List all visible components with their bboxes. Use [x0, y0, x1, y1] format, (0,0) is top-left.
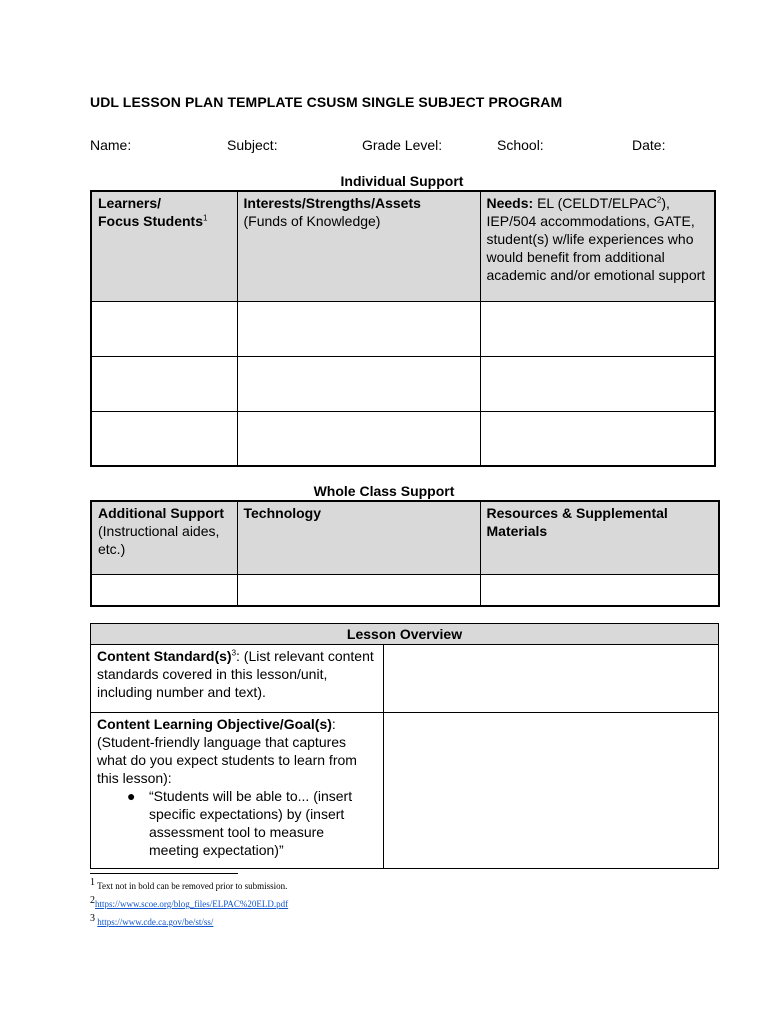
lesson-overview-caption: Lesson Overview [91, 624, 719, 645]
learners-header: Learners/ Focus Students$^1$ [91, 191, 237, 301]
technology-header: Technology [237, 501, 480, 574]
empty-cell[interactable] [480, 411, 715, 466]
individual-support-table [90, 190, 716, 467]
empty-cell[interactable] [237, 574, 480, 606]
grade-level-label: Grade Level: [362, 137, 443, 153]
learning-objective-cell: Content Learning Objective/Goal(s): (Student-friendly language that captures what do you expect students to learn from this lesson): ● “Students will be able to... (insert specific expectations) by (insert assessment tool to measure meeting expectation)” [91, 713, 384, 869]
footnote-2-link[interactable]: https://www.scoe.org/blog_files/ELPAC%20ELD.pdf [95, 899, 289, 909]
empty-cell[interactable] [91, 356, 237, 411]
content-standards-cell: Content $Standard(s)^3$: (List relevant content standards covered in this lesson/unit, including number and text). [91, 645, 384, 713]
table-row [91, 356, 715, 411]
footnote-3-link[interactable]: https://www.cde.ca.gov/be/st/ss/ [97, 917, 214, 927]
empty-cell[interactable] [237, 411, 480, 466]
empty-cell[interactable] [91, 301, 237, 356]
empty-cell[interactable] [237, 301, 480, 356]
empty-cell[interactable] [91, 574, 237, 606]
empty-cell[interactable] [237, 356, 480, 411]
content-standards-input[interactable] [384, 645, 719, 713]
footnote-1: 1 Text not in bold can be removed prior to submission. [90, 877, 288, 891]
whole-class-table [90, 500, 720, 607]
table-row [91, 301, 715, 356]
name-label: Name: [90, 137, 132, 153]
empty-cell[interactable] [480, 301, 715, 356]
additional-support-header: Additional Support (Instructional aides, etc.) [91, 501, 237, 574]
list-item: ● “Students will be able to... (insert specific expectations) by (insert assessment tool to measure meeting expectation)” [127, 788, 353, 858]
lesson-overview-table [90, 623, 719, 869]
empty-cell[interactable] [480, 574, 719, 606]
table-row [91, 574, 719, 606]
bullet-icon: ● [127, 788, 136, 804]
whole-class-caption: Whole Class Support [313, 483, 455, 499]
table-row [91, 411, 715, 466]
date-label: Date: [632, 137, 666, 153]
footnote-divider [90, 873, 238, 874]
interests-header: Interests/Strengths/Assets (Funds of Knowledge) [237, 191, 480, 301]
subject-label: Subject: [227, 137, 278, 153]
footnote-2: 2https://www.scoe.org/blog_files/ELPAC%20ELD.pdf [90, 895, 289, 909]
needs-header: Needs: EL (CELDT/ELPAC$^2$), IEP/504 accommodations, GATE, student(s) w/life experiences who would benefit from additional academic and/or emotional support [480, 191, 715, 301]
objective-list [97, 787, 377, 859]
empty-cell[interactable] [91, 411, 237, 466]
individual-support-caption: Individual Support [340, 173, 464, 189]
footnote-3: 3 https://www.cde.ca.gov/be/st/ss/ [90, 913, 214, 927]
empty-cell[interactable] [480, 356, 715, 411]
resources-header: Resources & Supplemental Materials [480, 501, 719, 574]
learning-objective-input[interactable] [384, 713, 719, 869]
document-title: UDL LESSON PLAN TEMPLATE CSUSM SINGLE SUBJECT PROGRAM [90, 94, 563, 110]
school-label: School: [497, 137, 544, 153]
